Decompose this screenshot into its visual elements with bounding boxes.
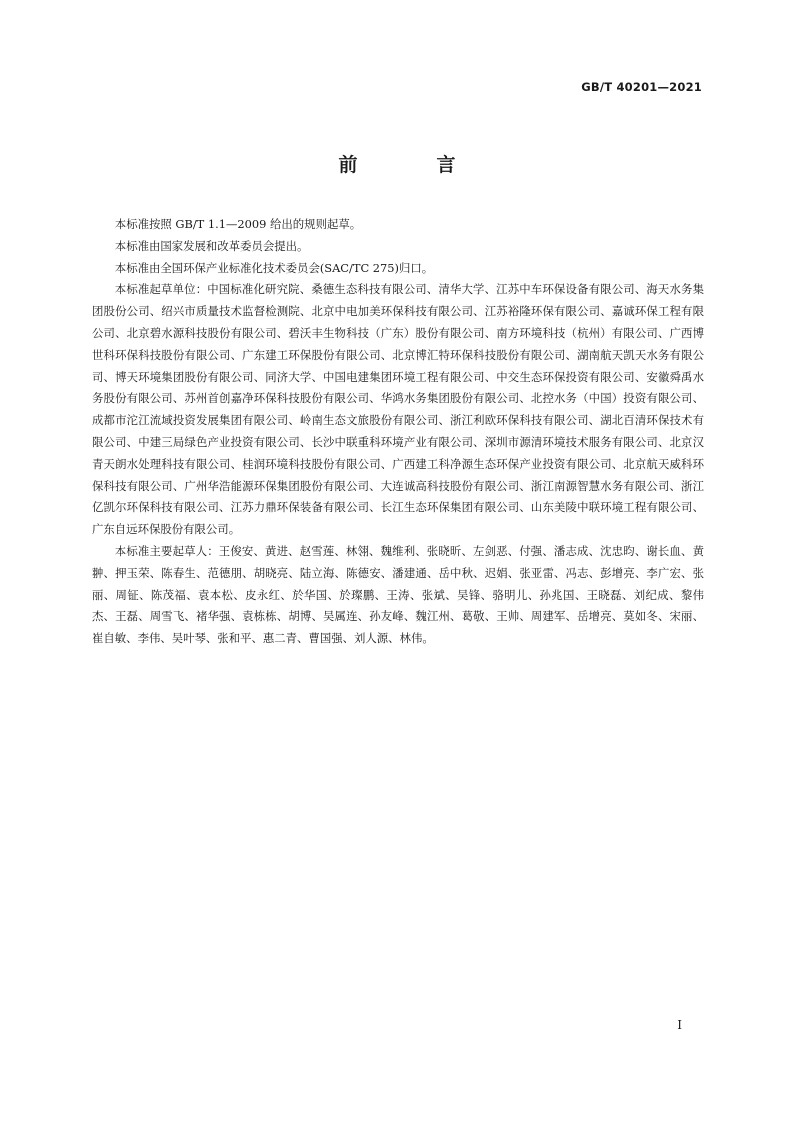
paragraph-main-drafters: 本标准主要起草人：王俊安、黄进、赵雪莲、林翎、魏维利、张晓昕、左剑恶、付强、潘志成、沈忠昀、谢长血、黄翀、押玉荣、陈春生、范德朋、胡晓亮、陆立海、陈德安、潘建通、岳中秋、迟娟、张亚雷、冯志、彭增亮、李广宏、张丽、周钲、陈茂福、袁本松、皮永红、於华国、於璨鹏、王涛、张斌、吴锋、骆明儿、孙兆国、王晓磊、刘纪成、黎伟杰、王磊、周雪飞、褚华强、袁栋栋、胡博、吴属连、孙友峰、魏江州、葛敬、王帅、周建军、岳增亮、莫如冬、宋丽、崔自敏、李伟、吴叶琴、张和平、惠二青、曹国强、刘人源、林伟。 bbox=[92, 543, 704, 646]
foreword-body bbox=[92, 214, 704, 650]
paragraph-drafting-rules: 本标准按照 GB/T 1.1—2009 给出的规则起草。 bbox=[114, 217, 362, 231]
paragraph-proposed-by: 本标准由国家发展和改革委员会提出。 bbox=[114, 238, 309, 253]
paragraph-centralized-by: 本标准由全国环保产业标准化技术委员会(SAC/TC 275)归口。 bbox=[114, 260, 434, 275]
page-title: 前 言 bbox=[338, 154, 486, 176]
standard-code: GB/T 40201—2021 bbox=[581, 80, 702, 94]
page-number: I bbox=[677, 1018, 682, 1032]
paragraph-drafting-units: 本标准起草单位：中国标准化研究院、桑德生态科技有限公司、清华大学、江苏中车环保设备有限公司、海天水务集团股份公司、绍兴市质量技术监督检测院、北京中电加美环保科技有限公司、江苏裕隆环保有限公司、嘉诚环保工程有限公司、北京碧水源科技股份有限公司、碧沃丰生物科技（广东）股份有限公司、南方环境科技（杭州）有限公司、广西博世科环保科技股份有限公司、广东建工环保股份有限公司、北京博汇特环保科技股份有限公司、湖南航天凯天水务有限公司、博天环境集团股份有限公司、同济大学、中国电建集团环境工程有限公司、中交生态环保投资有限公司、安徽舜禹水务股份有限公司、苏州首创嘉净环保科技股份有限公司、华鸿水务集团股份有限公司、北控水务（中国）投资有限公司、成都市沱江流域投资发展集团有限公司、岭南生态文旅股份有限公司、浙江利欧环保科技有限公司、湖北百清环保技术有限公司、中建三局绿色产业投资有限公司、长沙中联重科环境产业有限公司、深圳市源清环境技术服务有限公司、北京汉青天朗水处理科技有限公司、桂润环境科技股份有限公司、广西建工科净源生态环保产业投资有限公司、北京航天威科环保科技有限公司、广州华浩能源环保集团股份有限公司、大连诚高科技股份有限公司、浙江南源智慧水务有限公司、浙江亿凯尔环保科技有限公司、江苏力鼎环保装备有限公司、长江生态环保集团有限公司、山东美陵中联环境工程有限公司、广东自远环保股份有限公司。 bbox=[92, 282, 704, 537]
